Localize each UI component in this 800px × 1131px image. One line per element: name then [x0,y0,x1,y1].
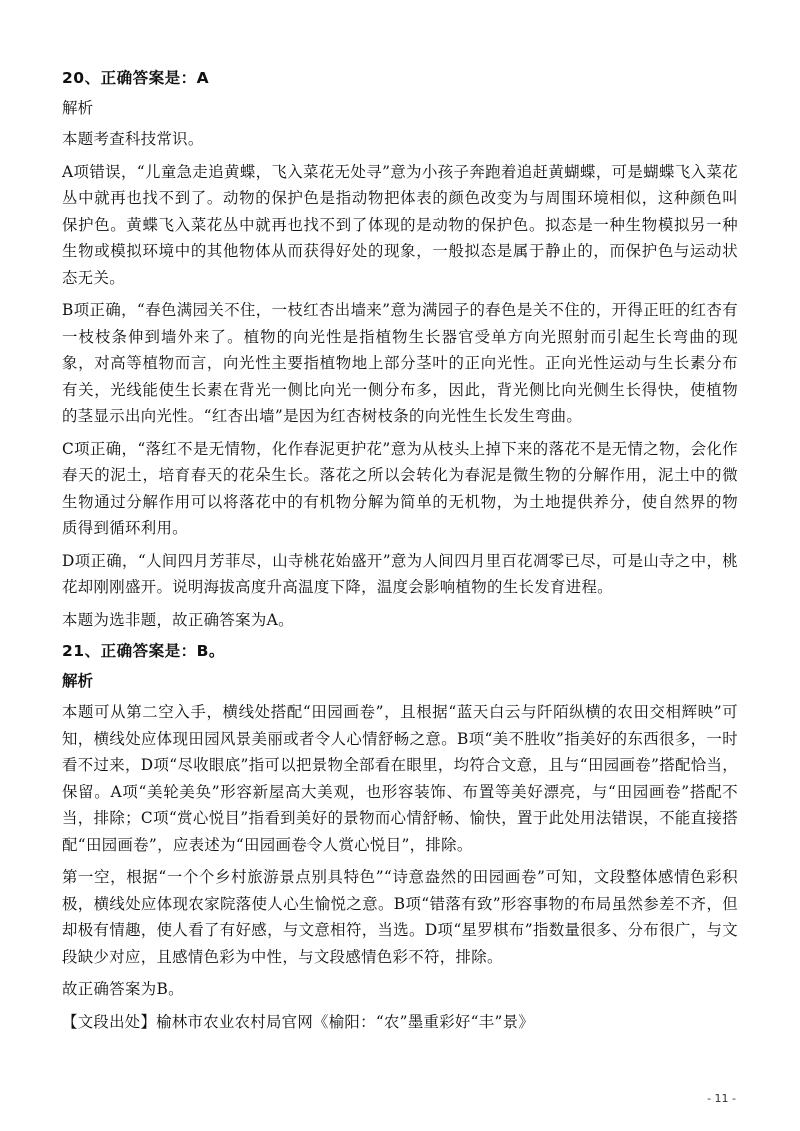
page-number: - 11 - [707,1092,736,1105]
question-21-analysis-label: 解析 [62,672,94,690]
question-20-section [62,66,738,633]
q20-paragraph: D项正确，“人间四月芳菲尽，山寺桃花始盛开”意为人间四月里百花凋零已尽，可是山寺之中，桃花却刚刚盛开。说明海拔高度升高温度下降，温度会影响植物的生长发育进程。 [62,551,738,596]
q21-paragraph: 第一空，根据“一个个乡村旅游景点别具特色”“诗意盎然的田园画卷”可知，文段整体感情色彩积极，横线处应体现农家院落使人心生愉悦之意。B项“错落有致”形容事物的布局虽然参差不齐，但却极有情趣，使人看了有好感，与文意相符，当选。D项“星罗棋布”指数量很多、分布很广，与文段缺少对应，且感情色彩为中性，与文段感情色彩不符，排除。 [62,868,738,966]
q20-paragraph: C项正确，“落红不是无情物，化作春泥更护花”意为从枝头上掉下来的落花不是无情之物，会化作春天的泥土，培育春天的花朵生长。落花之所以会转化为春泥是微生物的分解作用，泥土中的微生物通过分解作用可以将落花中的有机物分解为简单的无机物，为土地提供养分，使自然界的物质得到循环利用。 [62,439,738,537]
question-20-heading: 20、正确答案是：A [62,69,210,87]
source-citation: 【文段出处】榆林市农业农村局官网《榆阳：“农”墨重彩好“丰”景》 [62,1012,535,1031]
q20-paragraph: B项正确，“春色满园关不住，一枝红杏出墙来”意为满园子的春色是关不住的，开得正旺的红杏有一枝枝条伸到墙外来了。植物的向光性是指植物生长器官受单方向光照射而引起生长弯曲的现象，对高等植物而言，向光性主要指植物地上部分茎叶的正向光性。正向光性运动与生长素分布有关，光线能使生长素在背光一侧比向光一侧分布多，因此，背光侧比向光侧生长得快，使植物的茎显示出向光性。“红杏出墙”是因为红杏树枝条的向光性生长发生弯曲。 [62,301,738,425]
q20-paragraph: 本题考查科技常识。 [62,130,204,148]
question-20-analysis-label: 解析 [62,99,94,117]
question-21-heading: 21、正确答案是：B。 [62,642,225,660]
q21-paragraph: 故正确答案为B。 [62,980,184,998]
q20-paragraph: 本题为选非题，故正确答案为A。 [62,610,294,629]
q21-paragraph: 本题可从第二空入手，横线处搭配“田园画卷”，且根据“蓝天白云与阡陌纵横的农田交相辉映”可知，横线处应体现田园风景美丽或者令人心情舒畅之意。B项“美不胜收”指美好的东西很多，一时看不过来，D项“尽收眼底”指可以把景物全部看在眼里，均符合文意，且与“田园画卷”搭配恰当，保留。A项“美轮美奂”形容新屋高大美观，也形容装饰、布置等美好漂亮，与“田园画卷”搭配不当，排除；C项“赏心悦目”指看到美好的景物而心情舒畅、愉快，置于此处用法错误，不能直接搭配“田园画卷”，应表述为“田园画卷令人赏心悦目”，排除。 [62,703,738,854]
question-21-section [62,639,738,1035]
q20-paragraph: A项错误，“儿童急走追黄蝶，飞入菜花无处寻”意为小孩子奔跑着追赶黄蝴蝶，可是蝴蝶飞入菜花丛中就再也找不到了。动物的保护色是指动物把体表的颜色改变为与周围环境相似，这种颜色叫保护色。黄蝶飞入菜花丛中就再也找不到了体现的是动物的保护色。拟态是一种生物模拟另一种生物或模拟环境中的其他物体从而获得好处的现象，一般拟态是属于静止的，而保护色与运动状态无关。 [62,162,738,287]
